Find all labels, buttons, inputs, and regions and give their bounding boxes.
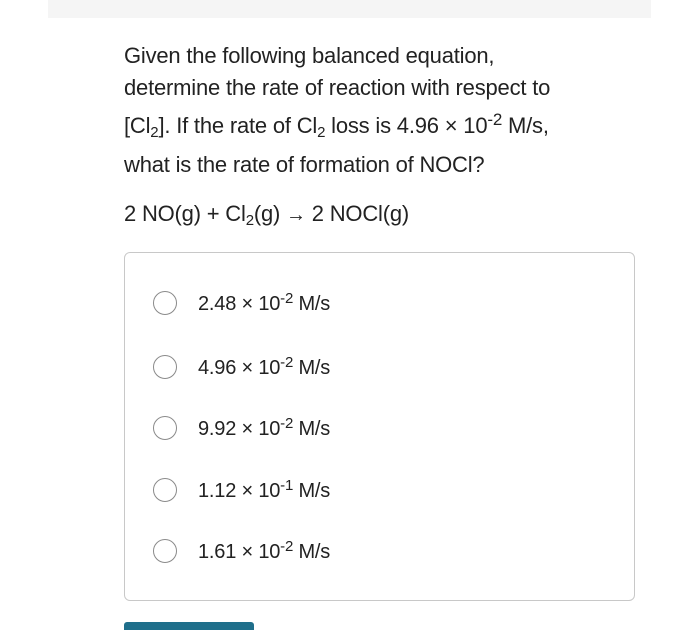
option-value: 2.48 × 10 — [198, 293, 281, 315]
option-unit: M/s — [293, 480, 331, 502]
answer-option-1[interactable] — [153, 288, 330, 318]
option-unit: M/s — [293, 541, 331, 563]
question-line-1: Given the following balanced equation, — [124, 43, 495, 68]
answer-option-5[interactable] — [153, 536, 330, 566]
question-text-fragment: [Cl — [124, 113, 151, 138]
radio-button[interactable] — [153, 416, 177, 440]
equation-products: 2 NOCl(g) — [305, 201, 409, 226]
chemical-equation — [124, 198, 409, 237]
option-value: 4.96 × 10 — [198, 357, 281, 379]
subscript: 2 — [317, 124, 326, 141]
submit-button[interactable] — [124, 622, 254, 630]
radio-button[interactable] — [153, 291, 177, 315]
option-label — [198, 477, 330, 503]
equation-reactants-state: (g) — [253, 201, 287, 226]
question-text-fragment: ]. If the rate of Cl — [158, 113, 318, 138]
answer-option-3[interactable] — [153, 413, 330, 443]
subscript: 2 — [245, 212, 254, 229]
answer-options-panel — [124, 252, 635, 601]
question-text-fragment: M/s, — [502, 113, 549, 138]
question-line-4: what is the rate of formation of NOCl? — [124, 152, 485, 177]
radio-button[interactable] — [153, 539, 177, 563]
option-label — [198, 538, 330, 564]
question-text-fragment: loss is 4.96 × 10 — [325, 113, 488, 138]
question-text — [124, 40, 644, 181]
reaction-arrow-icon: → — [286, 204, 306, 226]
option-label — [198, 290, 330, 316]
radio-button[interactable] — [153, 355, 177, 379]
option-exponent: -2 — [280, 415, 294, 432]
subscript: 2 — [150, 124, 159, 141]
option-exponent: -1 — [280, 477, 294, 494]
equation-reactants: 2 NO(g) + Cl — [124, 201, 246, 226]
radio-button[interactable] — [153, 478, 177, 502]
option-exponent: -2 — [280, 354, 294, 371]
answer-option-2[interactable] — [153, 352, 330, 382]
answer-option-4[interactable] — [153, 475, 330, 505]
option-unit: M/s — [293, 357, 331, 379]
option-exponent: -2 — [280, 538, 294, 555]
option-value: 1.61 × 10 — [198, 541, 281, 563]
option-label — [198, 354, 330, 380]
option-label — [198, 415, 330, 441]
question-line-2: determine the rate of reaction with respect to — [124, 75, 551, 100]
top-strip — [48, 0, 651, 18]
option-unit: M/s — [293, 293, 331, 315]
option-unit: M/s — [293, 418, 331, 440]
question-line-3 — [124, 104, 644, 149]
option-exponent: -2 — [280, 290, 294, 307]
superscript: -2 — [487, 110, 503, 129]
option-value: 1.12 × 10 — [198, 480, 281, 502]
option-value: 9.92 × 10 — [198, 418, 281, 440]
